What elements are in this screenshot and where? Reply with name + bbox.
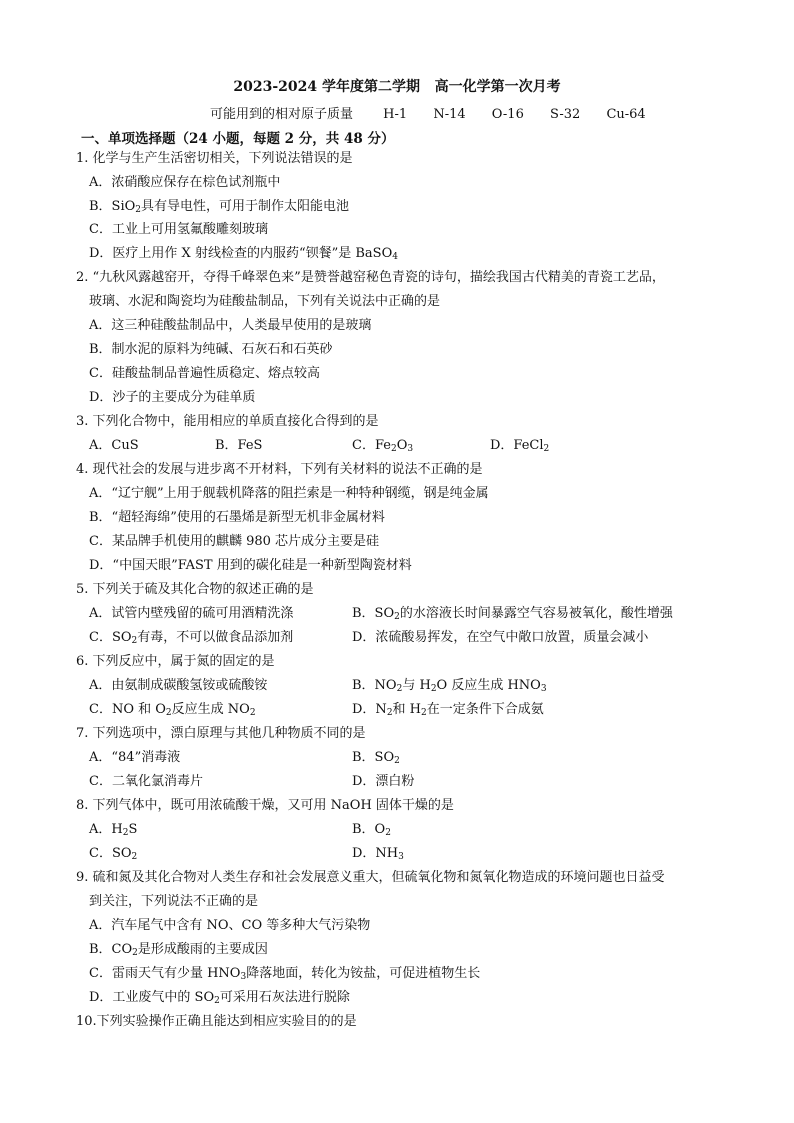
q9-stem-line2: 到关注，下列说法不正确的是 (89, 894, 259, 909)
q4-stem: 4. 现代社会的发展与进步离不开材料，下列有关材料的说法不正确的是 (76, 462, 483, 477)
q1-stem: 1. 化学与生产生活密切相关，下列说法错误的是 (76, 151, 353, 166)
atomic-masses-label: 可能用到的相对原子质量 (210, 107, 354, 122)
atomic-masses-line (210, 103, 770, 122)
q5-option-d: D．浓硫酸易挥发，在空气中敞口放置，质量会减小 (352, 630, 649, 645)
q2-stem-line1: 2. “九秋风露越窑开，夺得千峰翠色来”是赞誉越窑秘色青瓷的诗句，描绘我国古代精美的青瓷工艺品， (76, 270, 665, 285)
q6-option-d: D．$N_2$和 $H_2$在一定条件下合成氨 (352, 702, 544, 718)
q7-option-c: C．二氧化氯消毒片 (89, 774, 203, 789)
q3-stem: 3. 下列化合物中，能用相应的单质直接化合得到的是 (76, 414, 379, 429)
q8-option-a: A．$H_2S$ (89, 822, 138, 838)
q5-option-a: A．试管内壁残留的硫可用酒精洗涤 (89, 606, 294, 621)
mass-o: O-16 (491, 107, 524, 122)
q2-stem-line2: 玻璃、水泥和陶瓷均为硅酸盐制品，下列有关说法中正确的是 (89, 294, 441, 309)
q7-stem: 7. 下列选项中，漂白原理与其他几种物质不同的是 (76, 726, 366, 741)
mass-cu: Cu-64 (606, 107, 646, 122)
mass-n: N-14 (433, 107, 466, 122)
q9-option-b: B．$CO_2$是形成酸雨的主要成因 (89, 942, 268, 958)
q5-option-b: B．$SO_2$的水溶液长时间暴露空气容易被氧化，酸性增强 (352, 606, 673, 622)
q8-option-b: B．$O_2$ (352, 822, 391, 838)
q6-option-a: A．由氨制成碳酸氢铵或硫酸铵 (89, 678, 268, 693)
q3-option-b: B．FeS (215, 438, 263, 453)
q9-stem-line1: 9. 硫和氮及其化合物对人类生存和社会发展意义重大，但硫氧化物和氮氧化物造成的环境问题也日益受 (76, 870, 665, 885)
mass-s: S-32 (549, 107, 581, 122)
q9-option-a: A．汽车尾气中含有 NO、CO 等多种大气污染物 (89, 918, 371, 933)
section-title: 一、单项选择题（24 小题，每题 2 分，共 48 分） (81, 131, 395, 147)
q7-option-b: B．$SO_2$ (352, 750, 400, 766)
q5-stem: 5. 下列关于硫及其化合物的叙述正确的是 (76, 582, 314, 597)
q2-option-b: B．制水泥的原料为纯碱、石灰石和石英砂 (89, 342, 333, 357)
q3-option-a: A．CuS (89, 438, 139, 453)
q1-option-b: B．SiO$_2$具有导电性，可用于制作太阳能电池 (89, 199, 350, 215)
q8-option-c: C．$SO_2$ (89, 846, 138, 862)
q8-stem: 8. 下列气体中，既可用浓硫酸干燥，又可用 NaOH 固体干燥的是 (76, 798, 454, 813)
exam-title: 2023-2024 学年度第二学期 高一化学第一次月考 (233, 79, 561, 95)
q8-option-d: D．$NH_3$ (352, 846, 404, 862)
q5-option-c: C．$SO_2$有毒，不可以做食品添加剂 (89, 630, 294, 646)
q6-stem: 6. 下列反应中，属于氮的固定的是 (76, 654, 275, 669)
q6-option-b: B．$NO_2$与 $H_2O$ 反应生成 $HNO_3$ (352, 678, 547, 694)
q1-option-d: D．医疗上用作 X 射线检查的内服药“钡餐”是 BaSO$_4$ (89, 246, 398, 262)
q10-stem: 10.下列实验操作正确且能达到相应实验目的的是 (76, 1014, 357, 1029)
q4-option-a: A．“辽宁舰”上用于舰载机降落的阻拦索是一种特种钢缆，钢是纯金属 (89, 486, 489, 501)
q7-option-d: D．漂白粉 (352, 774, 415, 789)
q9-option-d: D．工业废气中的 $SO_2$可采用石灰法进行脱除 (89, 990, 350, 1006)
q4-option-d: D．“中国天眼”FAST 用到的碳化硅是一种新型陶瓷材料 (89, 558, 412, 573)
q6-option-c: C．NO 和 $O_2$反应生成 $NO_2$ (89, 702, 256, 718)
q3-option-d: D．FeCl$_2$ (490, 438, 550, 454)
q2-option-d: D．沙子的主要成分为硅单质 (89, 390, 256, 405)
q2-option-c: C．硅酸盐制品普遍性质稳定、熔点较高 (89, 366, 320, 381)
q2-option-a: A．这三种硅酸盐制品中，人类最早使用的是玻璃 (89, 318, 372, 333)
q3-option-c: C．$Fe_2O_3$ (352, 438, 414, 454)
mass-h: H-1 (383, 107, 408, 122)
q7-option-a: A．“84”消毒液 (89, 750, 181, 765)
q4-option-c: C．某品牌手机使用的麒麟 980 芯片成分主要是硅 (89, 534, 380, 549)
q9-option-c: C．雷雨天气有少量 $HNO_3$降落地面，转化为铵盐，可促进植物生长 (89, 966, 481, 982)
q1-option-a: A．浓硝酸应保存在棕色试剂瓶中 (89, 175, 281, 190)
q4-option-b: B．“超轻海绵”使用的石墨烯是新型无机非金属材料 (89, 510, 385, 525)
q1-option-c: C．工业上可用氢氟酸雕刻玻璃 (89, 222, 268, 237)
